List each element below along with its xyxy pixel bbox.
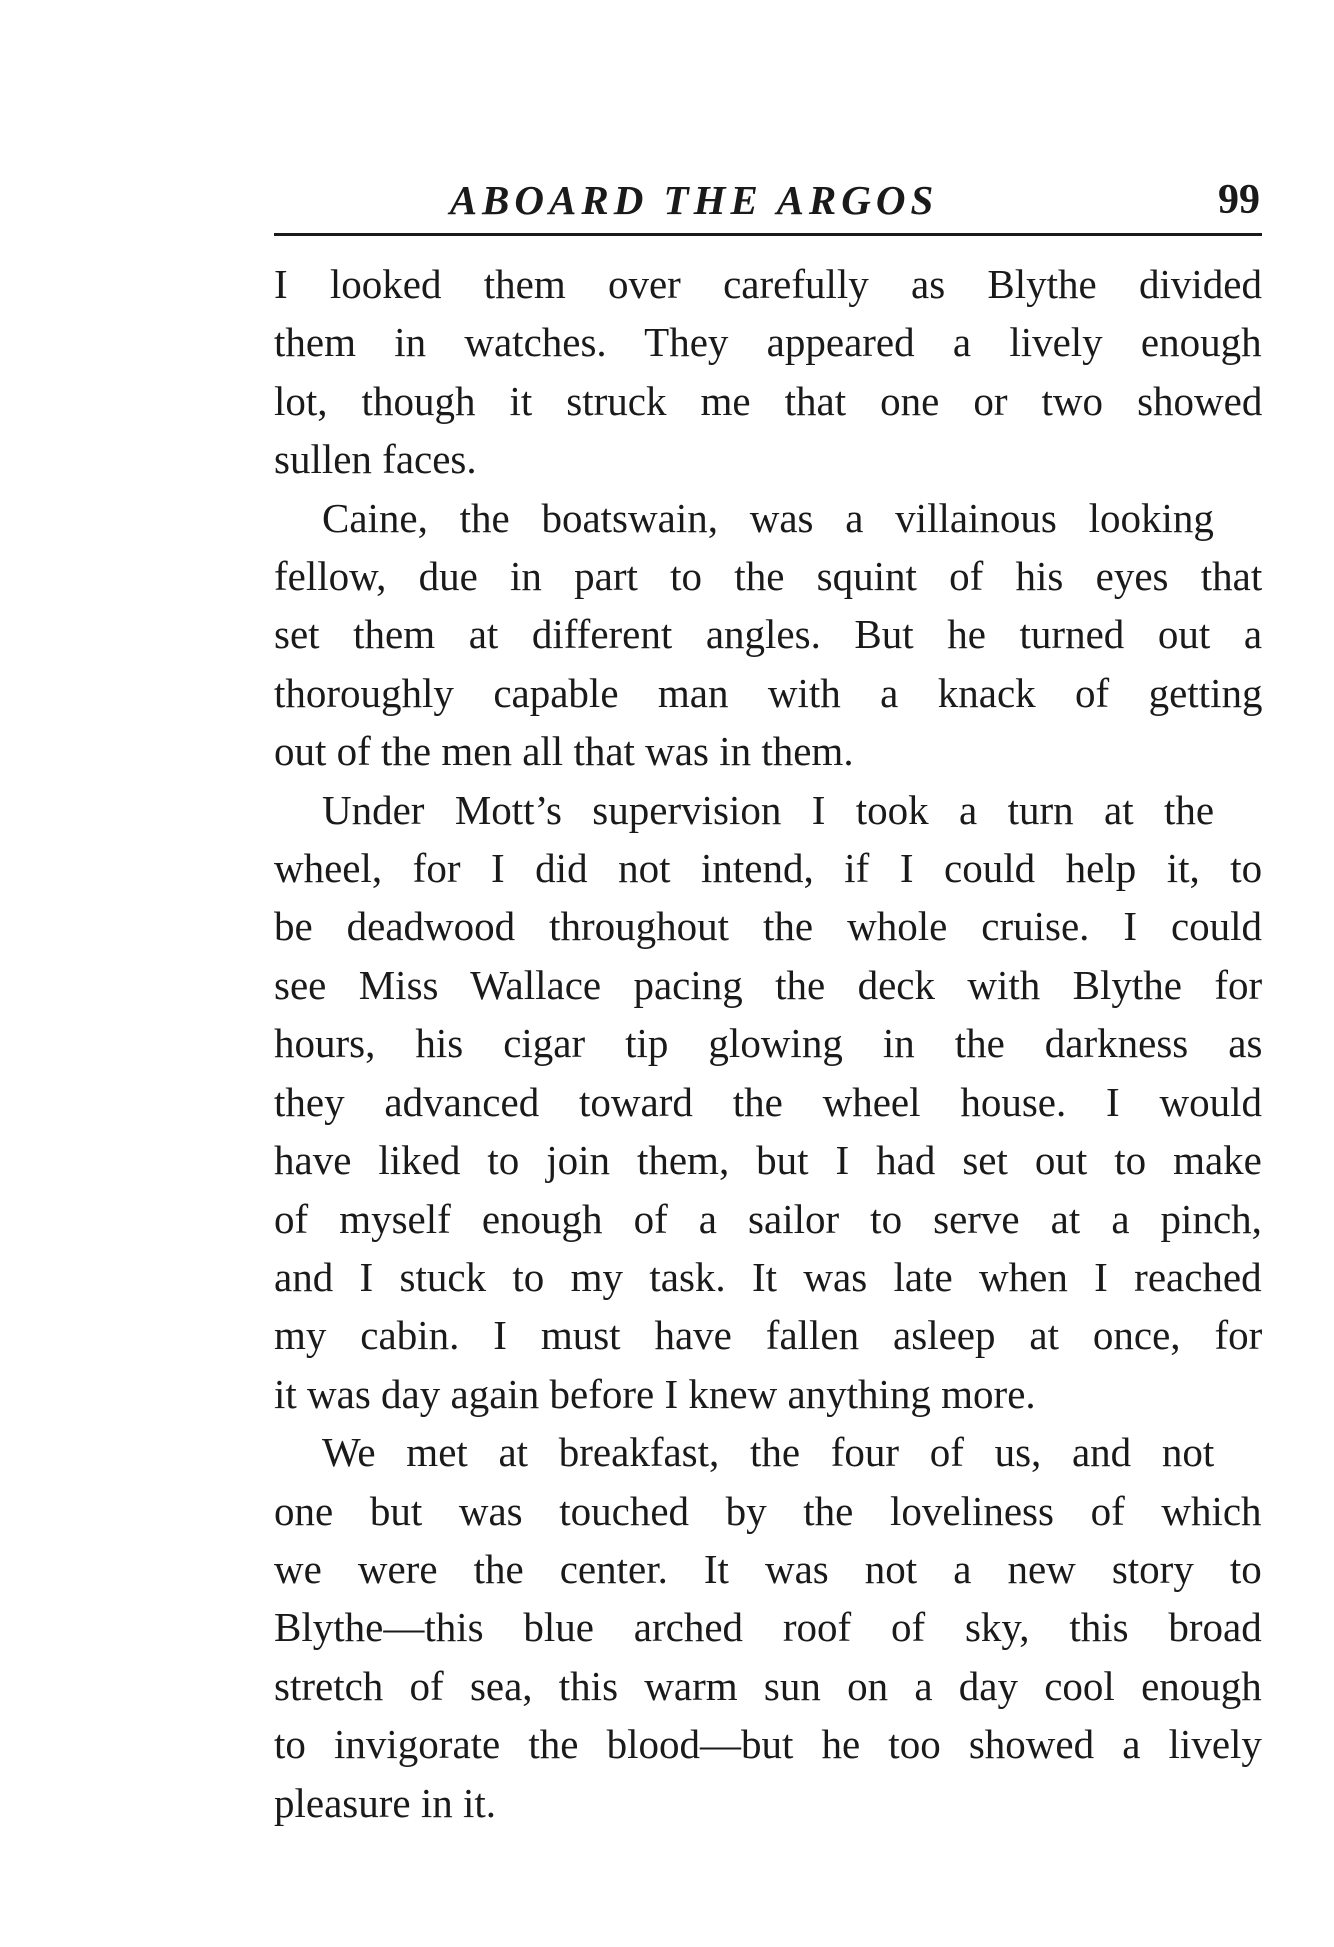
- text-line: hours, his cigar tip glowing in the darkness as: [274, 1020, 1263, 1067]
- text-line: one but was touched by the loveliness of which: [274, 1487, 1262, 1534]
- text-line: it was day again before I knew anything more.: [274, 1370, 1036, 1417]
- text-line: wheel, for I did not intend, if I could help it, to: [274, 845, 1263, 892]
- text-line: see Miss Wallace pacing the deck with Blythe for: [274, 961, 1263, 1008]
- text-line: Caine, the boatswain, was a villainous looking: [322, 494, 1214, 541]
- paragraph-3: [274, 781, 1262, 1423]
- text-line: to invigorate the blood—but he too showed a lively: [274, 1721, 1262, 1768]
- text-line: fellow, due in part to the squint of his eyes that: [274, 553, 1263, 600]
- text-line: set them at different angles. But he turned out a: [274, 611, 1263, 658]
- text-line: we were the center. It was not a new story to: [274, 1545, 1262, 1592]
- text-line: and I stuck to my task. It was late when I reached: [274, 1253, 1262, 1300]
- text-line: of myself enough of a sailor to serve at a pinch,: [274, 1195, 1262, 1242]
- text-line: out of the men all that was in them.: [274, 728, 854, 775]
- text-line: have liked to join them, but I had set out to make: [274, 1137, 1262, 1184]
- text-line: sullen faces.: [274, 436, 477, 483]
- paragraph-2: [274, 489, 1262, 781]
- text-line: We met at breakfast, the four of us, and not: [322, 1429, 1215, 1476]
- header-rule: [274, 233, 1262, 236]
- text-line: lot, though it struck me that one or two showed: [274, 377, 1263, 424]
- text-line: I looked them over carefully as Blythe divided: [274, 261, 1262, 307]
- running-head: [274, 170, 1264, 230]
- text-line: my cabin. I must have fallen asleep at once, for: [274, 1312, 1263, 1359]
- text-line: Blythe—this blue arched roof of sky, this broad: [274, 1604, 1262, 1651]
- page-number: 99: [1218, 177, 1260, 223]
- text-line: them in watches. They appeared a lively enough: [274, 319, 1262, 366]
- paragraph-4: [274, 1423, 1262, 1832]
- text-line: thoroughly capable man with a knack of getting: [274, 669, 1263, 716]
- running-title: ABOARD THE ARGOS: [449, 177, 939, 223]
- paragraph-1: [274, 255, 1262, 489]
- text-line: be deadwood throughout the whole cruise. I could: [274, 903, 1263, 950]
- text-line: Under Mott’s supervision I took a turn at the: [322, 786, 1215, 833]
- text-line: pleasure in it.: [274, 1779, 497, 1826]
- body-text: [274, 255, 1262, 1832]
- text-line: they advanced toward the wheel house. I would: [274, 1078, 1263, 1125]
- text-line: stretch of sea, this warm sun on a day cool enough: [274, 1662, 1262, 1709]
